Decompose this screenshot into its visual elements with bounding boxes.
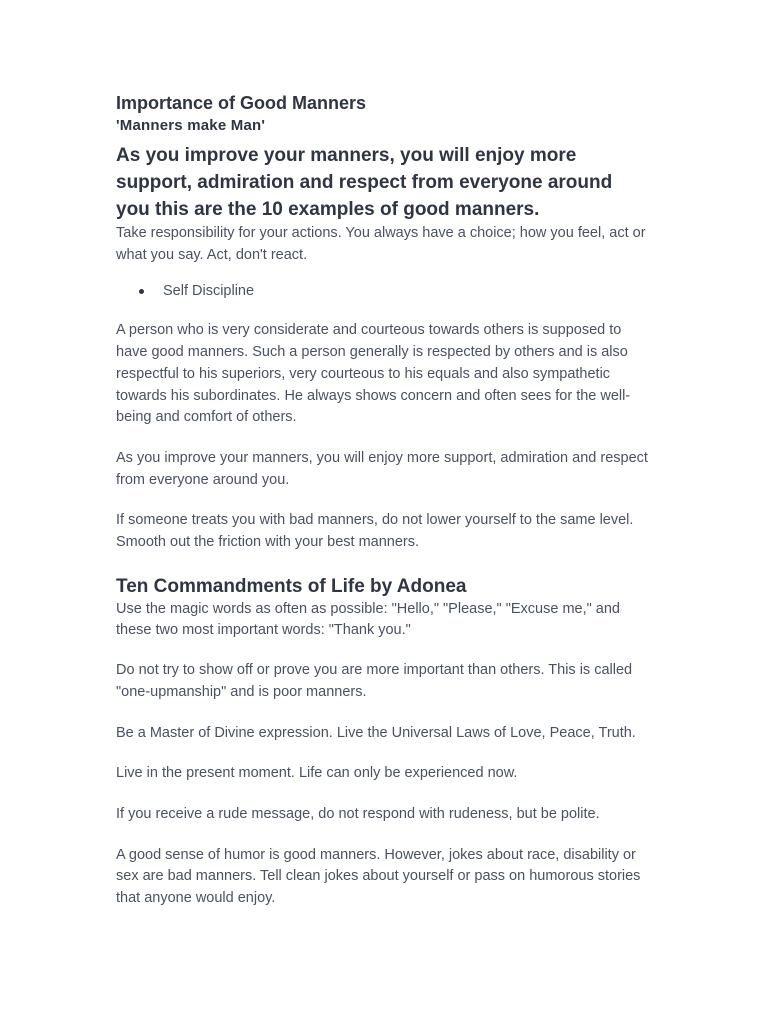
section-paragraph: Live in the present moment. Life can only be experienced now. bbox=[116, 765, 518, 782]
section-paragraph: Use the magic words as often as possible: "Hello," "Please," "Excuse me," and these two most important words: "Thank you." bbox=[116, 600, 620, 639]
lead-paragraph: As you improve your manners, you will enjoy more support, admiration and respect from everyone around you this are the 10 examples of good manners. bbox=[116, 145, 613, 220]
document-subtitle: 'Manners make Man' bbox=[116, 117, 266, 134]
document-title: Importance of Good Manners bbox=[116, 93, 367, 113]
section-paragraph: Do not try to show off or prove you are more important than others. This is called "one-upmanship" and is poor manners. bbox=[116, 662, 633, 700]
section-paragraph: Be a Master of Divine expression. Live the Universal Laws of Love, Peace, Truth. bbox=[116, 724, 636, 741]
body-paragraph: If someone treats you with bad manners, do not lower yourself to the same level. Smooth out the friction with your best manners. bbox=[116, 512, 634, 551]
bullet-icon bbox=[139, 289, 144, 294]
bullet-list bbox=[116, 280, 651, 302]
list-item-label: Self Discipline bbox=[163, 283, 255, 300]
document-page bbox=[116, 92, 651, 910]
section-heading: Ten Commandments of Life by Adonea bbox=[116, 575, 467, 597]
list-item bbox=[116, 280, 651, 302]
section-paragraph: If you receive a rude message, do not respond with rudeness, but be polite. bbox=[116, 805, 600, 822]
intro-paragraph: Take responsibility for your actions. You always have a choice; how you feel, act or what you say. Act, don't react. bbox=[116, 225, 646, 263]
body-paragraph: A person who is very considerate and courteous towards others is supposed to have good manners. Such a person generally is respected by others and is also respectful to his superiors, very courteous to his equals and also sympathetic towards his subordinates. He always shows concern and often sees for the well-being and comfort of others. bbox=[116, 322, 631, 426]
section-paragraph: A good sense of humor is good manners. However, jokes about race, disability or sex are bad manners. Tell clean jokes about yourself or pass on humorous stories that anyone would enjoy. bbox=[116, 846, 641, 907]
body-paragraph: As you improve your manners, you will enjoy more support, admiration and respect from everyone around you. bbox=[116, 449, 648, 488]
